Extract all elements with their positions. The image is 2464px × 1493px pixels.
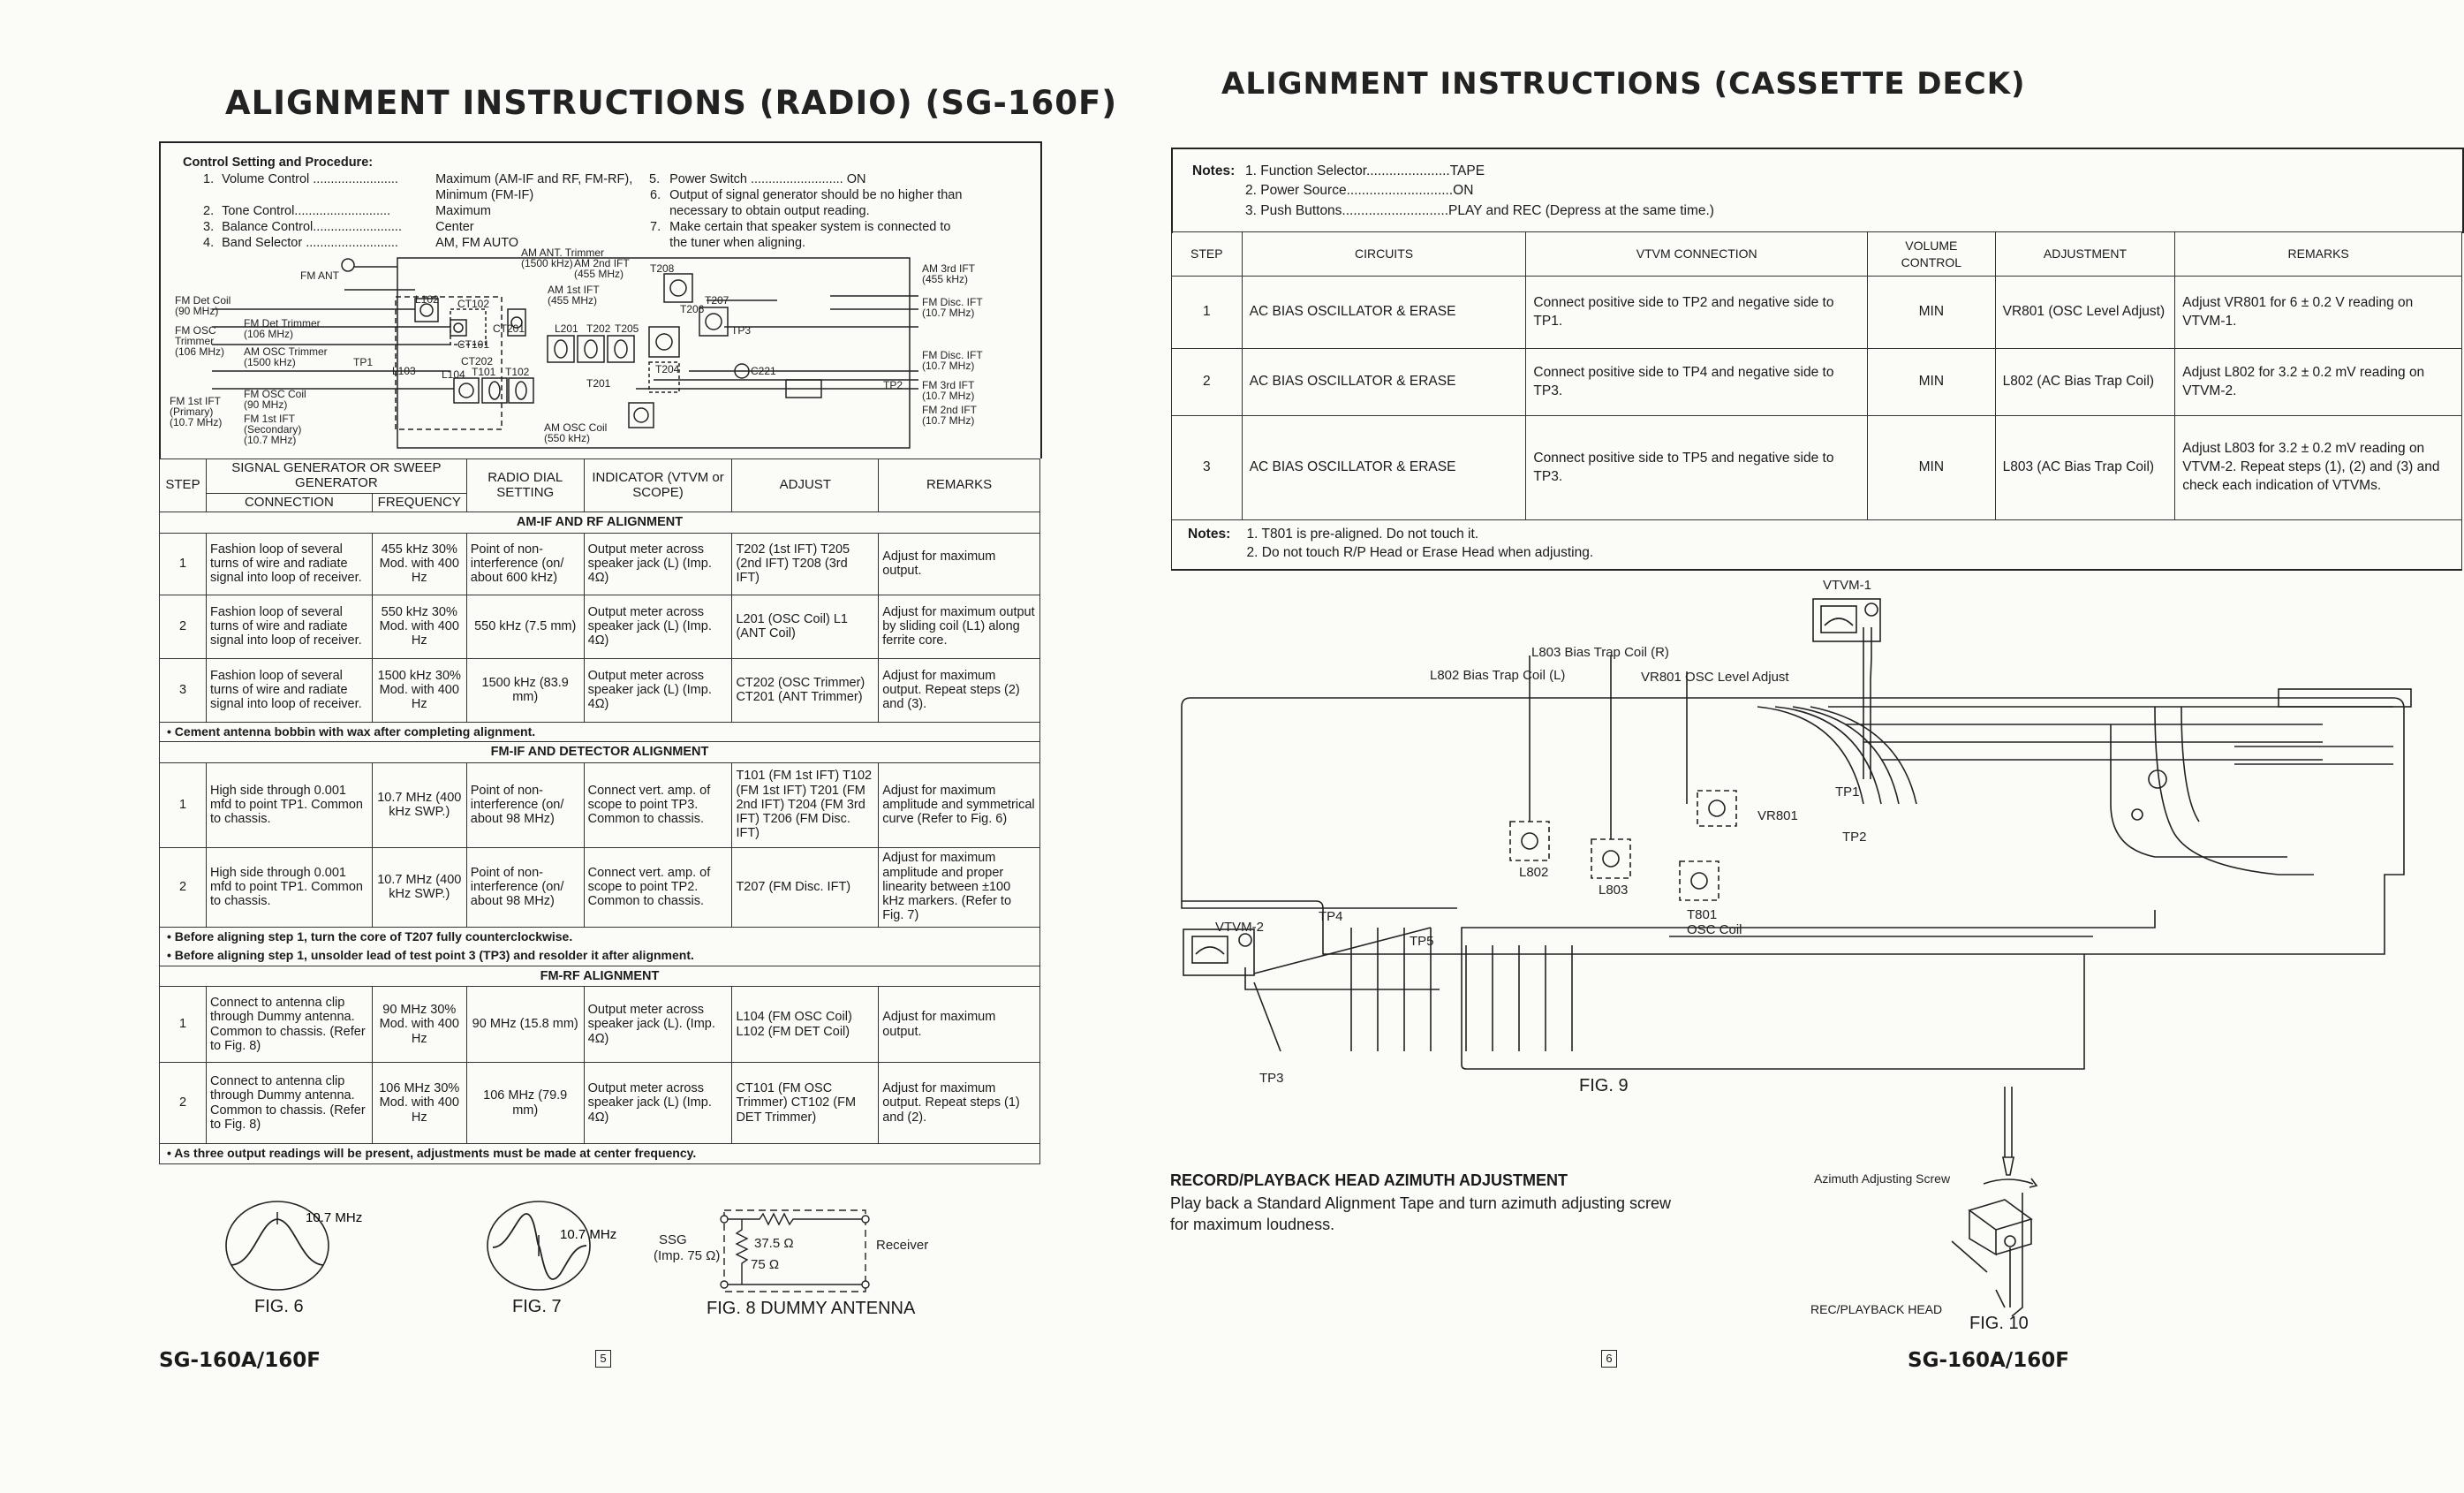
fig7-label: FIG. 7 (512, 1297, 562, 1316)
svg-text:L803 Bias Trap Coil (R): L803 Bias Trap Coil (R) (1531, 645, 1669, 660)
svg-text:Azimuth Adjusting Screw: Azimuth Adjusting Screw (1814, 1171, 1951, 1186)
footer-model-left: SG-160A/160F (159, 1349, 321, 1372)
svg-text:(90 MHz): (90 MHz) (244, 398, 288, 411)
svg-text:OSC Coil: OSC Coil (1687, 922, 1742, 937)
svg-text:(106 MHz): (106 MHz) (175, 345, 225, 358)
svg-text:Trimmer: Trimmer (175, 335, 215, 347)
fig10-label: FIG. 10 (1969, 1314, 2029, 1333)
svg-text:FM 2nd IFT: FM 2nd IFT (922, 404, 978, 416)
svg-text:FM OSC: FM OSC (175, 324, 216, 337)
svg-text:(455 MHz): (455 MHz) (548, 294, 598, 307)
svg-text:(106 MHz): (106 MHz) (244, 328, 294, 340)
svg-text:CT201: CT201 (493, 322, 525, 335)
svg-text:CT101: CT101 (457, 338, 490, 351)
radio-pcb-diagram (159, 247, 1040, 459)
svg-text:FM 3rd IFT: FM 3rd IFT (922, 379, 975, 391)
svg-text:TP2: TP2 (1842, 830, 1867, 845)
svg-text:(1500 kHz): (1500 kHz) (244, 356, 296, 368)
svg-text:(10.7 MHz): (10.7 MHz) (244, 434, 297, 446)
svg-text:T801: T801 (1687, 907, 1718, 922)
svg-text:VR801: VR801 (1757, 808, 1798, 823)
section-fm-if: FM-IF AND DETECTOR ALIGNMENT (160, 742, 1040, 762)
svg-text:L201: L201 (555, 322, 578, 335)
svg-text:L803: L803 (1599, 883, 1629, 898)
svg-text:(90 MHz): (90 MHz) (175, 305, 219, 317)
svg-text:CT202: CT202 (461, 355, 494, 368)
svg-text:AM 3rd IFT: AM 3rd IFT (922, 262, 976, 275)
svg-text:75 Ω: 75 Ω (751, 1257, 780, 1272)
svg-text:T102: T102 (505, 366, 530, 378)
control-list-right: 5. Power Switch .......................... ON 6. Output of signal generator should be no higher than necessary to obtain output reading. 7. Make certain that speaker system is connected to the tuner when aligning. (649, 172, 963, 250)
svg-text:SSG: SSG (659, 1232, 687, 1247)
label-fm-ant: FM ANT (300, 269, 339, 282)
svg-text:FM 1st IFT: FM 1st IFT (170, 395, 221, 407)
fig6-label: FIG. 6 (254, 1297, 304, 1316)
page-title-radio: ALIGNMENT INSTRUCTIONS (RADIO) (SG-160F) (225, 84, 1118, 122)
svg-text:TP1: TP1 (1835, 784, 1860, 800)
svg-text:AM 2nd IFT: AM 2nd IFT (574, 257, 630, 269)
svg-text:C221: C221 (751, 365, 776, 377)
svg-text:AM OSC Trimmer: AM OSC Trimmer (244, 345, 328, 358)
section-fm-rf: FM-RF ALIGNMENT (160, 966, 1040, 986)
azimuth-text: Play back a Standard Alignment Tape and turn azimuth adjusting screw for maximum loudness. (1170, 1194, 1671, 1234)
svg-text:TP3: TP3 (731, 324, 752, 337)
control-heading: Control Setting and Procedure: (183, 155, 374, 170)
svg-text:T101: T101 (472, 366, 496, 378)
svg-text:VR801 OSC Level Adjust: VR801 OSC Level Adjust (1641, 670, 1789, 685)
svg-text:VTVM-2: VTVM-2 (1215, 920, 1265, 935)
svg-text:T208: T208 (650, 262, 675, 275)
cassette-notes: Notes: 1. Function Selector......................TAPE 2. Power Source............................ON 3. Push Buttons............................PLAY and REC (Depress at the same time.) (1192, 163, 1714, 218)
svg-text:L103: L103 (392, 365, 416, 377)
svg-text:T202: T202 (586, 322, 611, 335)
svg-text:(1500 kHz): (1500 kHz) (521, 257, 573, 269)
svg-text:10.7 MHz: 10.7 MHz (560, 1227, 617, 1242)
svg-text:(Secondary): (Secondary) (244, 423, 302, 436)
svg-text:Receiver: Receiver (876, 1238, 929, 1253)
fig8-dummy-antenna (654, 1203, 929, 1300)
svg-text:TP2: TP2 (883, 379, 903, 391)
svg-text:T206: T206 (680, 303, 705, 315)
svg-text:T207: T207 (705, 294, 729, 307)
svg-text:T205: T205 (615, 322, 639, 335)
svg-text:T201: T201 (586, 377, 611, 390)
page-number-right: 6 (1601, 1350, 1617, 1368)
svg-text:(10.7 MHz): (10.7 MHz) (922, 390, 975, 402)
svg-text:L102: L102 (415, 293, 439, 306)
radio-alignment-table: STEP SIGNAL GENERATOR OR SWEEP GENERATOR RADIO DIAL SETTING INDICATOR (VTVM or SCOPE) ADJUST REMARKS CONNECTION FREQUENCY AM-IF AND RF ALIGNMENT 1 Fashion loop of several turns of wire and radiate signal into loop of receiver. 455 kHz 30% Mod. with 400 Hz Point of non-interference (on/ about 600 kHz) Output meter across speaker jack (L) (Imp. 4Ω) T202 (1st IFT) T205 (2nd IFT) T208 (3rd IFT) Adjust for maximum output. 2 Fashion loop of several turns of wire and radiate signal into loop of receiver. 550 kHz 30% Mod. with 400 Hz 550 kHz (7.5 mm) Output meter across speaker jack (L) (Imp. 4Ω) L201 (OSC Coil) L1 (ANT Coil) Adjust for maximum output by sliding coil (L1) along ferrite core. 3 Fashion loop of several turns of wire and radiate signal into loop of receiver. 1500 kHz 30% Mod. with 400 Hz 1500 kHz (83.9 mm) Output meter across speaker jack (L) (Imp. 4Ω) CT202 (OSC Trimmer) CT201 (ANT Trimmer) Adjust for maximum output. Repeat steps (2) and (3). • Cement antenna bobbin with wax after completing alignment. FM-IF AND DETECTOR ALIGNMENT 1 High side through 0.001 mfd to point TP1. Common to chassis. 10.7 MHz (400 kHz SWP.) Point of non-interference (on/ about 98 MHz) Connect vert. amp. of scope to point TP3. Common to chassis. T101 (FM 1st IFT) T102 (FM 1st IFT) T201 (FM 2nd IFT) T204 (FM 3rd IFT) T206 (FM Disc. IFT) Adjust for maximum amplitude and symmetrical curve (Refer to Fig. 6) 2 High side through 0.001 mfd to point TP1. Common to chassis. 10.7 MHz (400 kHz SWP.) Point of non-interference (on/ about 98 MHz) Connect vert. amp. of scope to point TP2. Common to chassis. T207 (FM Disc. IFT) Adjust for maximum amplitude and proper linearity between ±100 kHz markers. (Refer to Fig. 7) • Before aligning step 1, turn the core of T207 fully counterclockwise. • Before aligning step 1, unsolder lead of test point 3 (TP3) and resolder it after alignment. FM-RF ALIGNMENT 1 Connect to antenna clip through Dummy antenna. Common to chassis. (Refer to Fig. 8) 90 MHz 30% Mod. with 400 Hz 90 MHz (15.8 mm) Output meter across speaker jack (L). (Imp. 4Ω) L104 (FM OSC Coil) L102 (FM DET Coil) Adjust for maximum output. 2 Connect to antenna clip through Dummy antenna. Common to chassis. (Refer to Fig. 8) 106 MHz 30% Mod. with 400 Hz 106 MHz (79.9 mm) Output meter across speaker jack (L) (Imp. 4Ω) CT101 (FM OSC Trimmer) CT102 (FM DET Trimmer) Adjust for maximum output. Repeat steps (1) and (2). • As three output readings will be present, adjustments must be made at center frequency. (159, 459, 1040, 1164)
fig9-label: FIG. 9 (1579, 1076, 1629, 1095)
svg-text:AM OSC Coil: AM OSC Coil (544, 421, 608, 434)
svg-text:(10.7 MHz): (10.7 MHz) (922, 414, 975, 427)
svg-text:(455 MHz): (455 MHz) (574, 268, 624, 280)
svg-text:AM ANT. Trimmer: AM ANT. Trimmer (521, 246, 605, 259)
svg-text:10.7 MHz: 10.7 MHz (306, 1210, 363, 1225)
footer-model-right: SG-160A/160F (1908, 1349, 2069, 1372)
svg-text:37.5 Ω: 37.5 Ω (754, 1236, 794, 1251)
svg-text:T204: T204 (655, 363, 680, 375)
fig6-curve (219, 1194, 369, 1292)
svg-text:(Primary): (Primary) (170, 405, 214, 418)
svg-text:FM OSC Coil: FM OSC Coil (244, 388, 306, 400)
azimuth-heading: RECORD/PLAYBACK HEAD AZIMUTH ADJUSTMENT (1170, 1171, 1568, 1189)
svg-text:FM Disc. IFT: FM Disc. IFT (922, 349, 983, 361)
svg-text:FM 1st IFT: FM 1st IFT (244, 413, 295, 425)
svg-text:L802 Bias Trap Coil (L): L802 Bias Trap Coil (L) (1430, 668, 1566, 683)
svg-text:L802: L802 (1519, 865, 1549, 880)
svg-text:(10.7 MHz): (10.7 MHz) (922, 360, 975, 372)
svg-text:(455 kHz): (455 kHz) (922, 273, 969, 285)
svg-text:CT102: CT102 (457, 298, 490, 310)
fig10-head-label: REC/PLAYBACK HEAD (1810, 1302, 1943, 1316)
fig9-cassette-pcb (1175, 574, 2429, 1104)
control-list-left: 1. Volume Control ........................ Maximum (AM-IF and RF, FM-RF), Minimum (FM-IF) 2. Tone Control........................... Maximum 3. Balance Control......................... Center 4. Band Selector .......................... AM, FM AUTO (203, 172, 633, 250)
svg-text:(10.7 MHz): (10.7 MHz) (922, 307, 975, 319)
fig7-curve (482, 1194, 632, 1292)
svg-text:FM Det Trimmer: FM Det Trimmer (244, 317, 321, 330)
svg-text:(550 kHz): (550 kHz) (544, 432, 591, 444)
svg-text:TP3: TP3 (1259, 1071, 1284, 1086)
cassette-alignment-table: STEP CIRCUITS VTVM CONNECTION VOLUME CONTROL ADJUSTMENT REMARKS 1 AC BIAS OSCILLATOR & ERASE Connect positive side to TP2 and negative side to TP1. MIN VR801 (OSC Level Adjust) Adjust VR801 for 6 ± 0.2 V reading on VTVM-1. 2 AC BIAS OSCILLATOR & ERASE Connect positive side to TP4 and negative side to TP3. MIN L802 (AC Bias Trap Coil) Adjust L802 for 3.2 ± 0.2 mV reading on VTVM-2. 3 AC BIAS OSCILLATOR & ERASE Connect positive side to TP5 and negative side to TP3. MIN L803 (AC Bias Trap Coil) Adjust L803 for 3.2 ± 0.2 mV reading on VTVM-2. Repeat steps (1), (2) and (3) and check each indication of VTVMs. Notes: 1. T801 is pre-aligned. Do not touch it. 2. Do not touch R/P Head or Erase Head when adjusting. (1171, 231, 2462, 571)
svg-text:(10.7 MHz): (10.7 MHz) (170, 416, 223, 428)
svg-text:VTVM-1: VTVM-1 (1823, 578, 1872, 593)
svg-text:FM Disc. IFT: FM Disc. IFT (922, 296, 983, 308)
section-am-if-rf: AM-IF AND RF ALIGNMENT (160, 512, 1040, 533)
svg-text:TP5: TP5 (1410, 934, 1434, 949)
svg-text:FM Det Coil: FM Det Coil (175, 294, 231, 307)
fig8-label: FIG. 8 DUMMY ANTENNA (707, 1299, 916, 1318)
page-title-cassette: ALIGNMENT INSTRUCTIONS (CASSETTE DECK) (1221, 66, 2026, 102)
svg-text:AM 1st IFT: AM 1st IFT (548, 284, 600, 296)
page-number-left: 5 (595, 1350, 611, 1368)
svg-text:L104: L104 (442, 368, 465, 381)
svg-text:TP4: TP4 (1319, 909, 1343, 924)
svg-text:(Imp. 75 Ω): (Imp. 75 Ω) (654, 1248, 721, 1263)
svg-text:TP1: TP1 (353, 356, 374, 368)
